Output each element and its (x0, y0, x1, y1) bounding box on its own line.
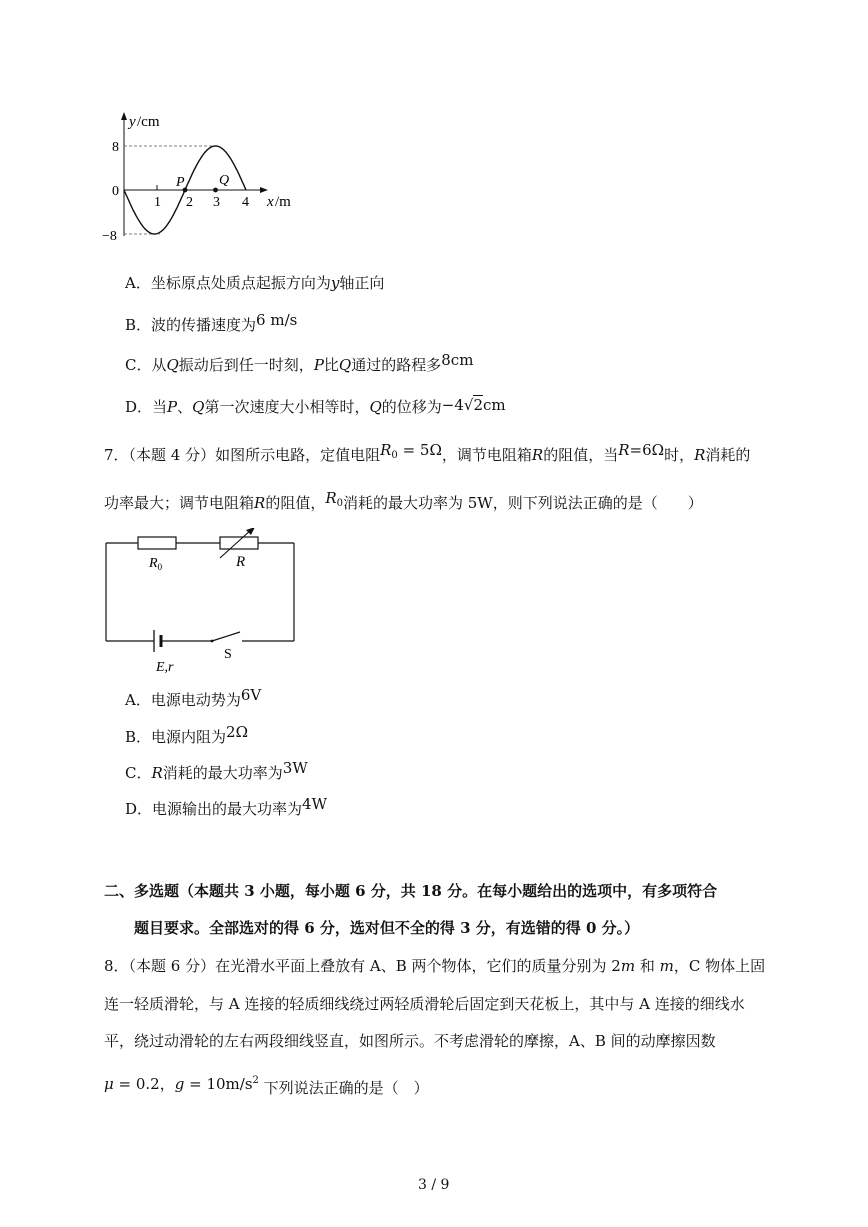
q8-line1-b: 和 (635, 957, 660, 975)
q6-option-c-mid2: 比 (323, 356, 339, 374)
page-number: 3 / 9 (418, 1177, 450, 1193)
q6-option-c-q1: Q (166, 356, 179, 374)
q7-stem-line1 (104, 441, 751, 466)
q6-option-b-prefix: B．波的传播速度为 (125, 316, 257, 334)
r0-label: $R_0$ (149, 556, 163, 572)
circuit-diagram (100, 528, 305, 678)
q8-mu-expr (104, 1075, 160, 1093)
q6-option-a-prefix: A．坐标原点处质点起振方向为 (125, 274, 331, 292)
y-axis-arrow (121, 112, 127, 120)
q8-comma: ， (159, 1075, 175, 1093)
q7-r0-sub: 0 (391, 450, 398, 461)
q6-option-d-p: P (167, 398, 178, 416)
q7-r0-value: = 5Ω (397, 441, 442, 459)
x-tick-label-3: 3 (213, 195, 220, 210)
q7-stem-line2 (104, 489, 703, 514)
y-axis-label-var: y (129, 114, 136, 130)
q7-r0-var: R (380, 441, 392, 459)
q8-g-sup: 2 (252, 1075, 259, 1086)
x-axis-label-var: x (267, 194, 274, 210)
q6-option-d-value-unit: cm (483, 396, 506, 414)
q6-option-c-mid3: 通过的路程多 (351, 356, 442, 374)
q8-mass-a: m (620, 957, 636, 975)
q7-option-a[interactable] (125, 686, 262, 710)
battery-label: E,r (156, 660, 174, 675)
q8-g-value: = 10m/s (184, 1075, 253, 1093)
q8-g-expr (175, 1075, 259, 1093)
q6-option-c-prefix: C．从 (125, 356, 167, 374)
q7-r-eq-expr (618, 441, 664, 459)
point-q-label: Q (219, 173, 230, 188)
q7-option-c[interactable] (125, 759, 308, 783)
q6-option-d-sep: 、 (177, 398, 193, 416)
resistor-r0 (138, 537, 176, 549)
y-tick-top: 8 (112, 140, 119, 155)
q8-stem-line2: 连一轻质滑轮，与 A 连接的轻质细线绕过两轻质滑轮后固定到天花板上，其中与 A 连接的细线水 (104, 995, 745, 1013)
q7-option-b-value: 2Ω (226, 723, 249, 741)
q8-stem-line3: 平，绕过动滑轮的左右两段细线竖直，如图所示。不考虑滑轮的摩擦，A、B 间的动摩擦因数 (104, 1032, 716, 1050)
q7-option-c-var: R (151, 764, 163, 782)
sqrt-symbol-icon: √ (463, 396, 474, 414)
q8-mu-value: = 0.2 (113, 1075, 160, 1093)
x-axis-label-unit: /m (275, 194, 291, 210)
q6-option-d-q1: Q (192, 398, 205, 416)
q7-option-c-mid: 消耗的最大功率为 (162, 764, 283, 782)
q7-option-b[interactable] (125, 723, 249, 747)
q6-option-d-prefix: D．当 (125, 398, 168, 416)
q7-line2-b: 的阻值， (265, 494, 326, 512)
q7-option-c-prefix: C． (125, 764, 152, 782)
q6-option-c-q2: Q (338, 356, 352, 374)
q6-option-d-value-lead: −4 (441, 396, 464, 414)
resistor-box-r (220, 537, 258, 549)
q7-r-var-1: R (531, 446, 544, 464)
wave-graph (100, 108, 310, 248)
q6-option-c-mid1: 振动后到任一时刻， (178, 356, 314, 374)
point-q-dot (213, 188, 218, 193)
q6-option-d-value-root: 2 (473, 396, 484, 414)
x-tick-label-2: 2 (186, 195, 193, 210)
y-axis-label-unit: /cm (137, 114, 160, 130)
q7-line1-c: 的阻值，当 (543, 446, 619, 464)
q8-mu-symbol: μ (104, 1075, 114, 1093)
y-tick-bottom: −8 (102, 229, 117, 244)
q6-option-a-var: y (330, 274, 340, 292)
q6-option-d-value (442, 396, 506, 414)
q7-r-var-2: R (618, 441, 630, 459)
q8-line1-a: 8．（本题 6 分）在光滑水平面上叠放有 A、B 两个物体，它们的质量分别为 2 (104, 957, 621, 975)
q8-line4-end: 下列说法正确的是（ ） (258, 1079, 429, 1097)
q7-r-eq: =6Ω (629, 441, 665, 459)
q6-option-b[interactable] (125, 311, 298, 335)
section2-heading-line1: 二、多选题（本题共 3 小题，每小题 6 分，共 18 分。在每小题给出的选项中，有多项符合 (104, 882, 718, 900)
section2-heading-line2: 题目要求。全部选对的得 6 分，选对但不全的得 3 分，有选错的得 0 分。） (134, 919, 640, 937)
q6-option-b-value: 6 m/s (256, 311, 298, 329)
point-p-label: P (176, 175, 185, 190)
q7-line1-b: ，调节电阻箱 (441, 446, 532, 464)
q7-option-d[interactable] (125, 795, 327, 819)
q7-r0-expr-2 (325, 489, 343, 507)
q7-line1-e: 消耗的 (705, 446, 751, 464)
q7-line1-a: 7．（本题 4 分）如图所示电路，定值电阻 (104, 446, 381, 464)
q6-option-d-mid2: 的位移为 (381, 398, 442, 416)
switch-blade (212, 632, 240, 641)
q7-r-var-3: R (694, 446, 706, 464)
x-tick-label-4: 4 (242, 195, 249, 210)
q7-line2-c: 消耗的最大功率为 5W，则下列说法正确的是（ ） (343, 494, 703, 512)
q6-option-c[interactable] (125, 351, 474, 375)
q7-line1-d: 时， (664, 446, 695, 464)
q7-r-var-4: R (254, 494, 266, 512)
q7-option-a-value: 6V (240, 686, 262, 704)
q7-option-c-value: 3W (282, 759, 308, 777)
q7-option-d-value: 4W (302, 795, 327, 813)
x-axis-arrow (260, 187, 268, 193)
q7-r0-expr (380, 441, 442, 459)
q6-option-a-suffix: 轴正向 (339, 274, 385, 292)
switch-label: S (224, 647, 232, 662)
q7-line2-a: 功率最大；调节电阻箱 (104, 494, 255, 512)
q6-option-a[interactable] (125, 272, 384, 293)
q8-mass-b: m (659, 957, 674, 975)
q8-line1-c: ，C 物体上固 (673, 957, 766, 975)
q8-stem-line4 (104, 1073, 429, 1097)
q6-option-c-value: 8cm (441, 351, 474, 369)
x-tick-label-1: 1 (154, 195, 161, 210)
r-label: R (236, 554, 246, 570)
q6-option-d-q2: Q (369, 398, 382, 416)
origin-label: 0 (112, 184, 119, 199)
q7-option-a-prefix: A．电源电动势为 (125, 691, 241, 709)
q7-option-b-prefix: B．电源内阻为 (125, 728, 227, 746)
q6-option-d-mid: 第一次速度大小相等时， (204, 398, 370, 416)
q6-option-c-p: P (313, 356, 324, 374)
q6-option-d[interactable] (125, 396, 506, 417)
q7-option-d-prefix: D．电源输出的最大功率为 (125, 800, 303, 818)
q7-r0-var-2: R (325, 489, 337, 507)
q8-stem-line1 (104, 955, 765, 976)
q7-r0-sub-2: 0 (336, 498, 343, 509)
q8-g-symbol: g (174, 1075, 185, 1093)
